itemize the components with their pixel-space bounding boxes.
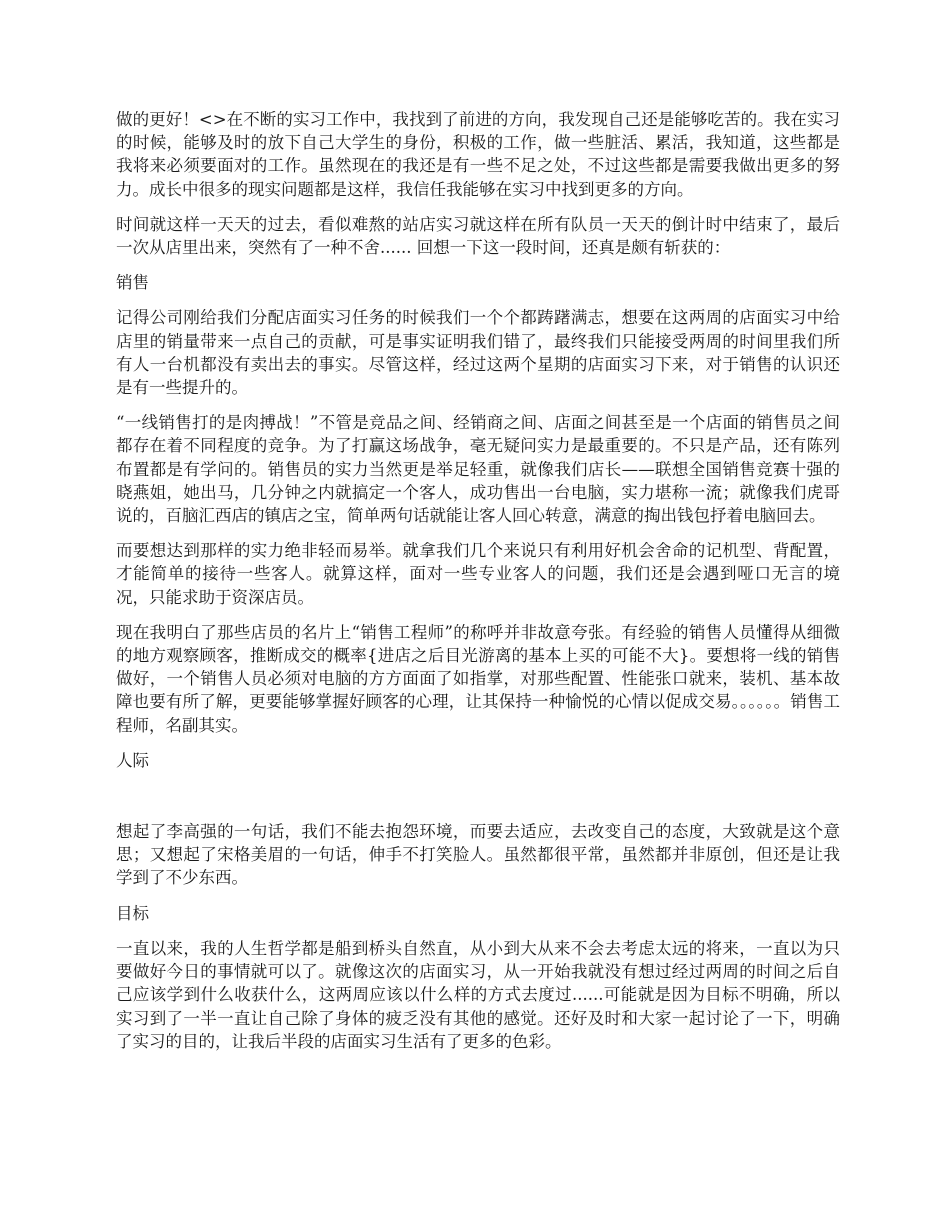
paragraph-growth: 做的更好！<>在不断的实习工作中，我找到了前进的方向，我发现自己还是能够吃苦的。我在实习的时候，能够及时的放下自己大学生的身份，积极的工作，做一些脏活、累活，我知道，这些都是我将来必须要面对的工作。虽然现在的我还是有一些不足之处，不过这些都是需要我做出更多的努力。成长中很多的现实问题都是这样，我信任我能够在实习中找到更多的方向。 xyxy=(116,110,840,199)
section-heading-goal: 目标 xyxy=(116,903,149,923)
section-heading-people: 人际 xyxy=(116,750,149,770)
document-body xyxy=(116,108,840,1065)
section-heading-sales: 销售 xyxy=(116,273,149,293)
paragraph-time-passing: 时间就这样一天天的过去，看似难熬的站店实习就这样在所有队员一天天的倒计时中结束了，最后一次从店里出来，突然有了一种不舍...... 回想一下这一段时间，还真是颇有斩获的： xyxy=(116,214,840,258)
paragraph-sales-task: 记得公司刚给我们分配店面实习任务的时候我们一个个都踌躇满志，想要在这两周的店面实习中给店里的销量带来一点自己的贡献，可是事实证明我们错了，最终我们只能接受两周的时间里我们所有人一台机都没有卖出去的事实。尽管这样，经过这两个星期的店面实习下来，对于销售的认识还是有一些提升的。 xyxy=(116,308,840,398)
paragraph-people: 想起了李高强的一句话，我们不能去抱怨环境，而要去适应，去改变自己的态度，大致就是这个意思；又想起了宋格美眉的一句话，伸手不打笑脸人。虽然都很平常，虽然都并非原创，但还是让我学到了不少东西。 xyxy=(116,822,840,888)
blank-space xyxy=(116,784,840,820)
paragraph-sales-skill: 而要想达到那样的实力绝非轻而易举。就拿我们几个来说只有利用好机会舍命的记机型、背配置，才能简单的接待一些客人。就算这样，面对一些专业客人的问题，我们还是会遇到哑口无言的境况，只能求助于资深店员。 xyxy=(116,541,840,607)
paragraph-goal: 一直以来，我的人生哲学都是船到桥头自然直，从小到大从来不会去考虑太远的将来，一直以为只要做好今日的事情就可以了。就像这次的店面实习，从一开始我就没有想过经过两周的时间之后自己应该学到什么收获什么，这两周应该以什么样的方式去度过......可能就是因为目标不明确，所以实习到了一半一直让自己除了身体的疲乏没有其他的感觉。还好及时和大家一起讨论了一下，明确了实习的目的，让我后半段的店面实习生活有了更多的色彩。 xyxy=(116,938,840,1051)
paragraph-sales-engineer: 现在我明白了那些店员的名片上“销售工程师”的称呼并非故意夸张。有经验的销售人员懂得从细微的地方观察顾客，推断成交的概率{进店之后目光游离的基本上买的可能不大}。要想将一线的销售做好，一个销售人员必须对电脑的方方面面了如指掌，对那些配置、性能张口就来，装机、基本故障也要有所了解，更要能够掌握好顾客的心理，让其保持一种愉悦的心情以促成交易。。。。。。销售工程师，名副其实。 xyxy=(116,622,840,735)
paragraph-sales-competition: “一线销售打的是肉搏战！”不管是竞品之间、经销商之间、店面之间甚至是一个店面的销售员之间都存在着不同程度的竞争。为了打赢这场战争，毫无疑问实力是最重要的。不只是产品，还有陈列布置都是有学问的。销售员的实力当然更是举足轻重，就像我们店长——联想全国销售竞赛十强的晓燕姐，她出马，几分钟之内就搞定一个客人，成功售出一台电脑，实力堪称一流；就像我们虎哥说的，百脑汇西店的镇店之宝，简单两句话就能让客人回心转意，满意的掏出钱包抒着电脑回去。 xyxy=(116,413,840,526)
